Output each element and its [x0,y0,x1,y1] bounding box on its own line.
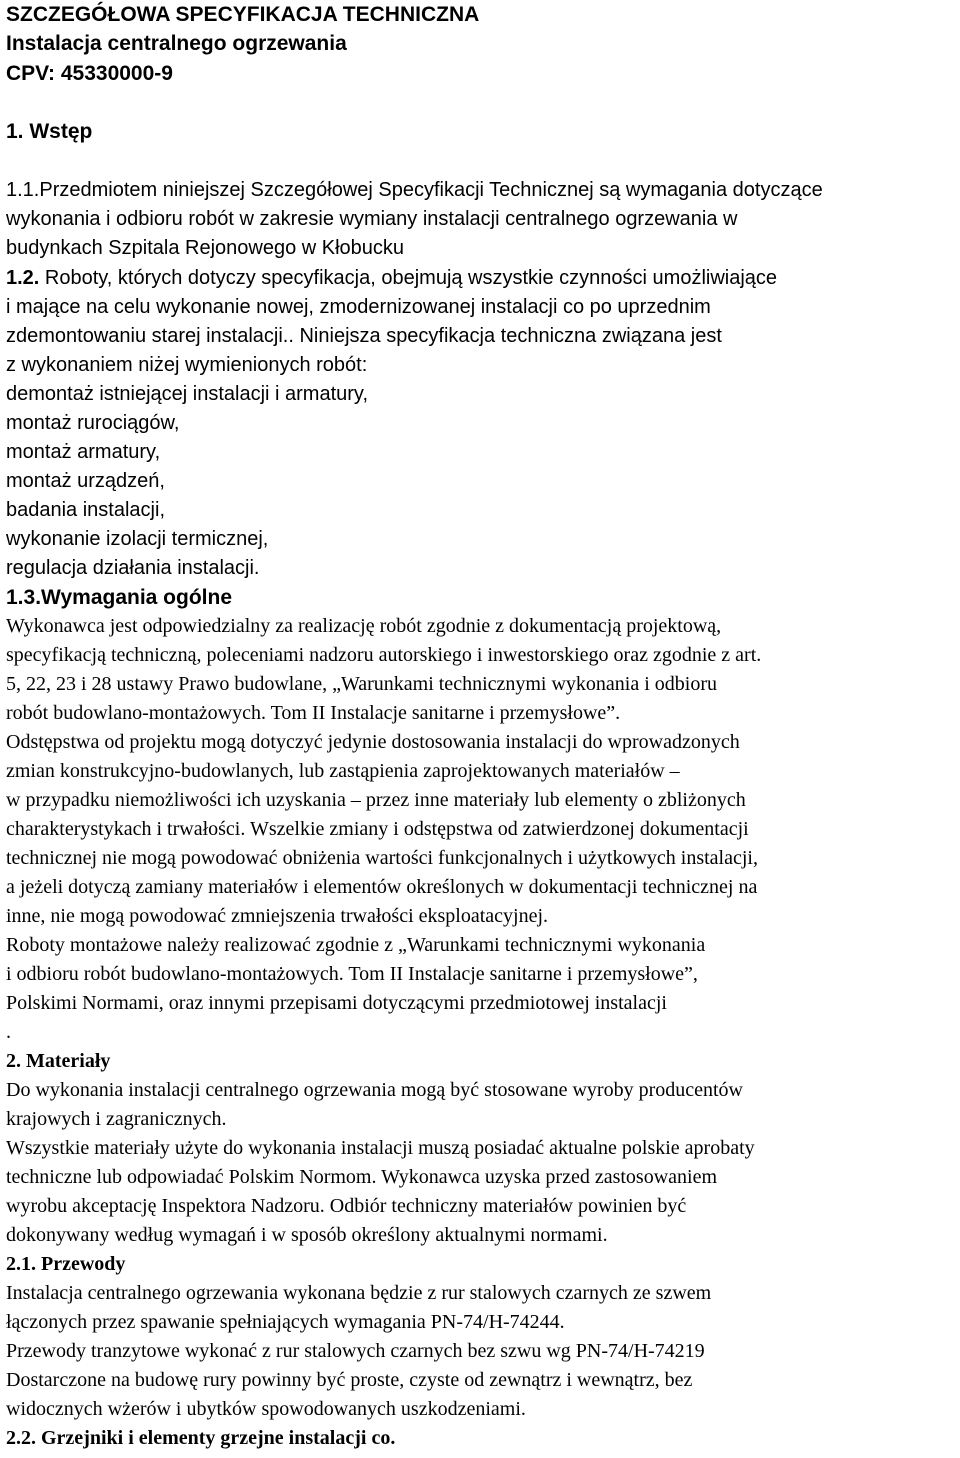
para-1-3-line: specyfikacją techniczną, poleceniami nadzoru autorskiego i inwestorskiego oraz zgodnie z art. [6,644,762,666]
para-1-3-line: Wykonawca jest odpowiedzialny za realizację robót zgodnie z dokumentacją projektową, [6,615,722,637]
works-list-item: wykonanie izolacji termicznej, [6,528,269,550]
para-1-2-number: 1.2. [6,267,40,289]
section-1-3-heading: 1.3.Wymagania ogólne [6,586,233,609]
para-1-2-line: z wykonaniem niżej wymienionych robót: [6,354,368,376]
works-list-item: montaż armatury, [6,441,161,463]
works-list-item: badania instalacji, [6,499,165,521]
para-1-1-line: wykonania i odbioru robót w zakresie wymiany instalacji centralnego ogrzewania w [6,208,738,230]
section-2-1-line: Przewody tranzytowe wykonać z rur stalowych czarnych bez szwu wg PN-74/H-74219 [6,1340,705,1362]
section-2-1-heading: 2.1. Przewody [6,1253,126,1275]
para-1-3-line: inne, nie mogą powodować zmniejszenia trwałości eksploatacyjnej. [6,905,549,927]
para-1-3-line: 5, 22, 23 i 28 ustawy Prawo budowlane, „Warunkami technicznymi wykonania i odbioru [6,673,718,695]
section-2-line: dokonywany według wymagań i w sposób określony aktualnymi normami. [6,1224,608,1246]
section-2-1-line: łączonych przez spawanie spełniających wymagania PN-74/H-74244. [6,1311,565,1333]
para-1-3-line: i odbioru robót budowlano-montażowych. Tom II Instalacje sanitarne i przemysłowe”, [6,963,698,985]
para-1-3-line: Polskimi Normami, oraz innymi przepisami dotyczącymi przedmiotowej instalacji [6,992,667,1014]
section-2-line: wyrobu akceptację Inspektora Nadzoru. Odbiór techniczny materiałów powinien być [6,1195,687,1217]
cpv-code: CPV: 45330000-9 [6,62,173,85]
para-1-3-line: . [6,1021,11,1043]
para-1-3-line: zmian konstrukcyjno-budowlanych, lub zastąpienia zaprojektowanych materiałów – [6,760,680,782]
document-subtitle: Instalacja centralnego ogrzewania [6,32,347,55]
para-1-3-line: charakterystykach i trwałości. Wszelkie zmiany i odstępstwa od zatwierdzonej dokumentacji [6,818,749,840]
works-list-item: demontaż istniejącej instalacji i armatury, [6,383,369,405]
works-list-item: regulacja działania instalacji. [6,557,260,579]
works-list-item: montaż rurociągów, [6,412,180,434]
section-2-1-line: Dostarczone na budowę rury powinny być proste, czyste od zewnątrz i wewnątrz, bez [6,1369,693,1391]
section-2-line: techniczne lub odpowiadać Polskim Normom. Wykonawca uzyska przed zastosowaniem [6,1166,718,1188]
para-1-3-line: a jeżeli dotyczą zamiany materiałów i elementów określonych w dokumentacji technicznej na [6,876,758,898]
para-1-2-line: i mające na celu wykonanie nowej, zmodernizowanej instalacji co po uprzednim [6,296,711,318]
section-2-line: Wszystkie materiały użyte do wykonania instalacji muszą posiadać aktualne polskie aprobaty [6,1137,755,1159]
para-1-2-text: Roboty, których dotyczy specyfikacja, obejmują wszystkie czynności umożliwiające [39,267,778,289]
para-1-1-line: 1.1.Przedmiotem niniejszej Szczegółowej Specyfikacji Technicznej są wymagania dotyczące [6,179,823,201]
para-1-2-text: . Niniejsza specyfikacja techniczna związana jest [288,325,722,347]
para-1-2-line [6,326,722,346]
section-1-heading: 1. Wstęp [6,120,93,143]
para-1-1-line: budynkach Szpitala Rejonowego w Kłobucku [6,237,405,259]
para-1-3-line: w przypadku niemożliwości ich uzyskania – przez inne materiały lub elementy o zbliżonych [6,789,746,811]
para-1-3-line: Odstępstwa od projektu mogą dotyczyć jedynie dostosowania instalacji do wprowadzonych [6,731,740,753]
para-1-3-line: Roboty montażowe należy realizować zgodnie z „Warunkami technicznymi wykonania [6,934,706,956]
section-2-line: Do wykonania instalacji centralnego ogrzewania mogą być stosowane wyroby producentów [6,1079,743,1101]
document-title: SZCZEGÓŁOWA SPECYFIKACJA TECHNICZNA [6,3,480,26]
para-1-3-line: technicznej nie mogą powodować obniżenia wartości funkcjonalnych i użytkowych instalacji, [6,847,758,869]
section-2-1-line: widocznych wżerów i ubytków spowodowanych uszkodzeniami. [6,1398,526,1420]
para-1-2-line [6,268,777,288]
section-2-1-line: Instalacja centralnego ogrzewania wykonana będzie z rur stalowych czarnych ze szwem [6,1282,712,1304]
works-list-item: montaż urządzeń, [6,470,165,492]
para-1-2-text: zdemontowaniu starej instalacji. [6,325,289,347]
para-1-3-line: robót budowlano-montażowych. Tom II Instalacje sanitarne i przemysłowe”. [6,702,621,724]
section-2-heading: 2. Materiały [6,1050,111,1072]
section-2-2-heading: 2.2. Grzejniki i elementy grzejne instalacji co. [6,1427,396,1449]
section-2-line: krajowych i zagranicznych. [6,1108,227,1130]
